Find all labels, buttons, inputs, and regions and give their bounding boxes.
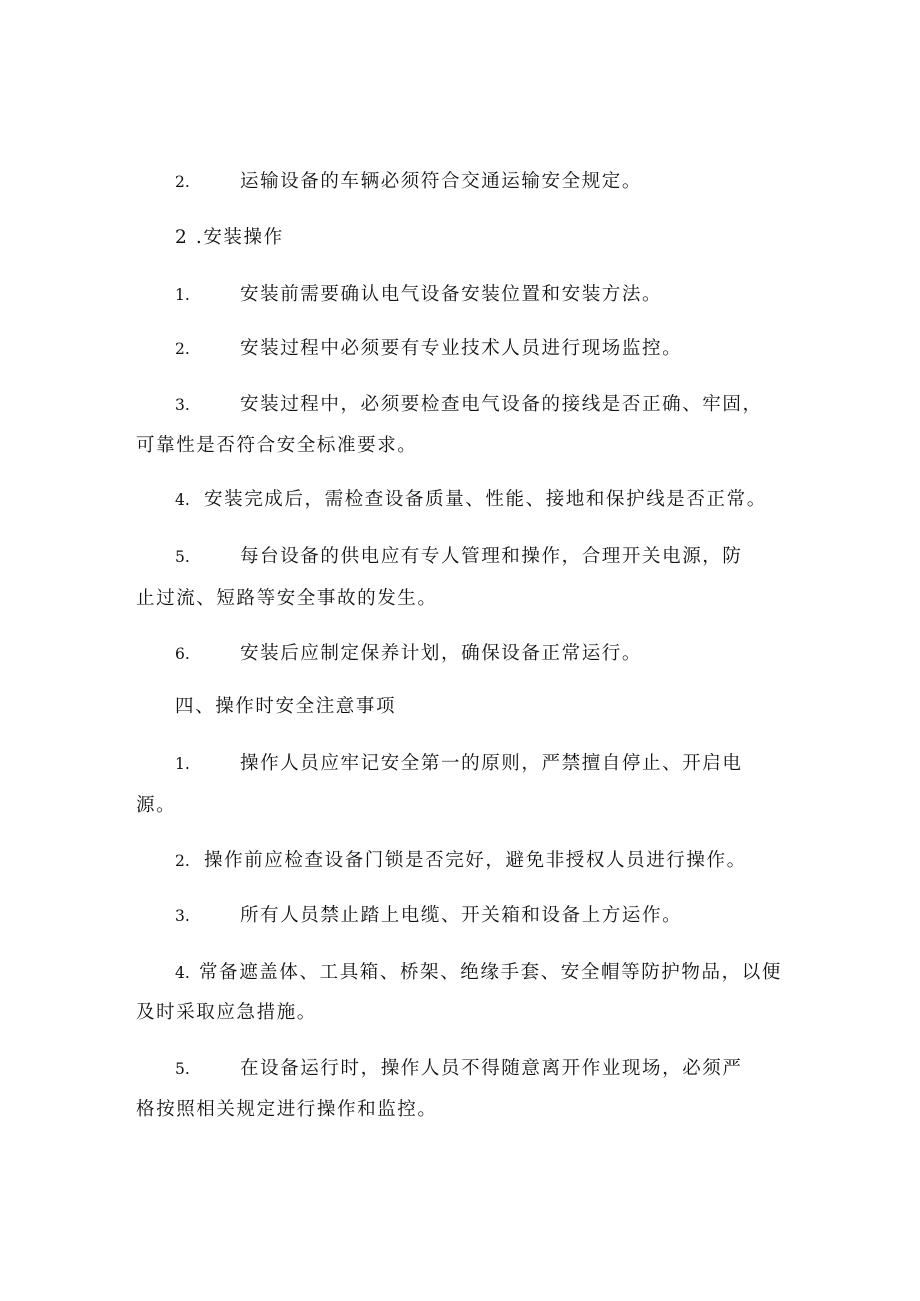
- item-number: 3.: [175, 907, 190, 925]
- item-number: 5.: [175, 548, 190, 566]
- item-text-line-2: 及时采取应急措施。: [136, 1002, 317, 1023]
- item-number: 4.: [175, 964, 190, 982]
- section-heading-operation: 四、操作时安全注意事项: [175, 696, 397, 717]
- item-text: 操作前应检查设备门锁是否完好，避免非授权人员进行操作。: [204, 850, 747, 871]
- item-text: 安装过程中必须要有专业技术人员进行现场监控。: [240, 338, 683, 359]
- item-number: 1.: [175, 286, 190, 304]
- item-text-line-2: 可靠性是否符合安全标准要求。: [136, 435, 418, 456]
- section-heading-install: 2 .安装操作: [175, 227, 284, 248]
- item-text-line-1: 常备遮盖体、工具箱、桥架、绝缘手套、安全帽等防护物品，以便: [199, 962, 782, 983]
- item-text-line-2: 源。: [136, 795, 177, 816]
- item-number: 2.: [175, 173, 190, 191]
- item-number: 5.: [175, 1060, 190, 1078]
- item-number: 2.: [175, 852, 190, 870]
- item-text-line-2: 格按照相关规定进行操作和监控。: [136, 1099, 438, 1120]
- item-text: 安装完成后，需检查设备质量、性能、接地和保护线是否正常。: [204, 489, 767, 510]
- item-text-line-1: 安装过程中，必须要检查电气设备的接线是否正确、牢固，: [240, 394, 763, 415]
- item-number: 4.: [175, 491, 190, 509]
- item-text: 安装前需要确认电气设备安装位置和安装方法。: [240, 284, 663, 305]
- item-number: 1.: [175, 755, 190, 773]
- item-number: 6.: [175, 645, 190, 663]
- item-text: 运输设备的车辆必须符合交通运输安全规定。: [240, 171, 643, 192]
- item-text: 安装后应制定保养计划，确保设备正常运行。: [240, 643, 643, 664]
- item-text-line-1: 操作人员应牢记安全第一的原则，严禁擅自停止、开启电: [240, 753, 743, 774]
- item-text-line-2: 止过流、短路等安全事故的发生。: [136, 588, 438, 609]
- item-text-line-1: 在设备运行时，操作人员不得随意离开作业现场，必须严: [240, 1058, 743, 1079]
- item-text: 所有人员禁止踏上电缆、开关箱和设备上方运作。: [240, 905, 683, 926]
- item-number: 3.: [175, 396, 190, 414]
- item-number: 2.: [175, 340, 190, 358]
- item-text-line-1: 每台设备的供电应有专人管理和操作，合理开关电源，防: [240, 546, 743, 567]
